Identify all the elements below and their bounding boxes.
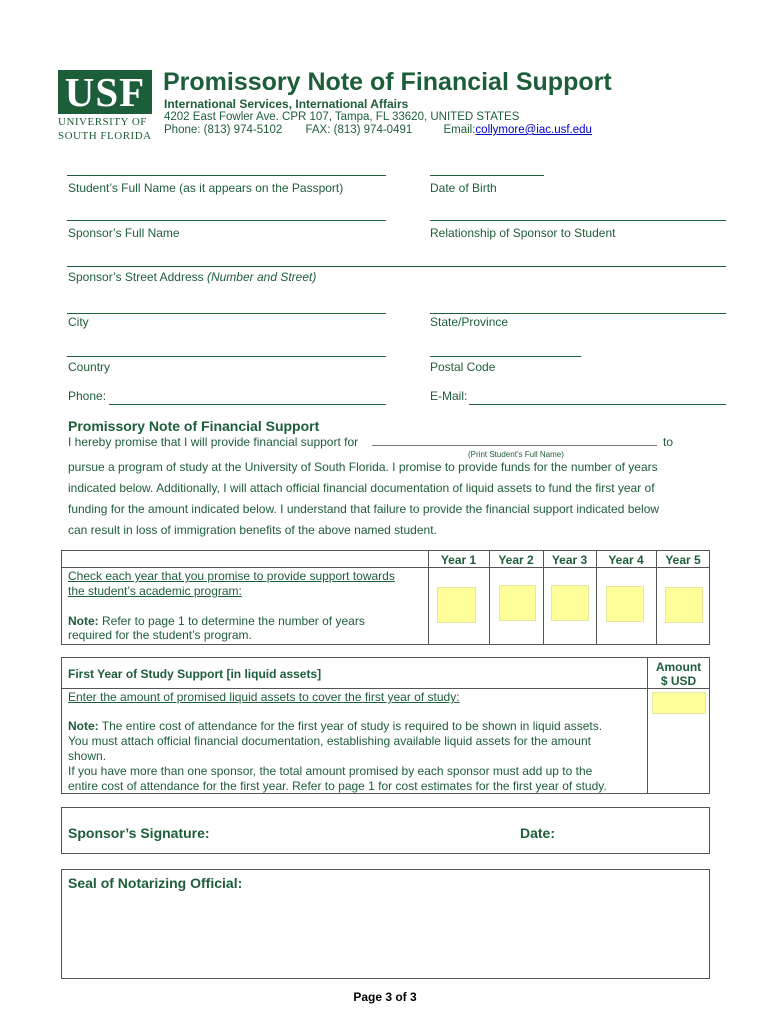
logo-line-2: SOUTH FLORIDA xyxy=(58,130,152,142)
state-line[interactable] xyxy=(430,313,726,314)
signature-date-label: Date: xyxy=(520,825,556,841)
student-name-label: Student’s Full Name (as it appears on the Passport) xyxy=(68,181,344,195)
year-2-header: Year 2 xyxy=(498,553,534,567)
check-years-instruction-1: Check each year that you promise to provide support towards xyxy=(68,569,395,583)
first-year-note-text: The entire cost of attendance for the first year of study is required to be shown in liquid assets. xyxy=(98,719,603,733)
amount-usd-input[interactable] xyxy=(652,692,706,714)
promise-text-1: I hereby promise that I will provide financial support for xyxy=(68,435,359,449)
phone-line[interactable] xyxy=(109,404,386,405)
notary-seal-label: Seal of Notarizing Official: xyxy=(68,875,243,891)
print-name-hint: (Print Student’s Full Name) xyxy=(468,450,564,459)
enter-amount-instruction: Enter the amount of promised liquid assets to cover the first year of study: xyxy=(68,690,460,704)
department-subtitle: International Services, International Affairs xyxy=(164,97,409,111)
years-note-2: required for the student’s program. xyxy=(68,628,252,642)
email-field-label: E-Mail: xyxy=(430,389,468,403)
page-number: Page 3 of 3 xyxy=(353,990,417,1004)
years-note-text: Refer to page 1 to determine the number of years xyxy=(98,614,365,628)
country-line[interactable] xyxy=(67,356,386,357)
postal-code-label: Postal Code xyxy=(430,360,496,374)
promissory-heading: Promissory Note of Financial Support xyxy=(68,418,320,434)
year-3-checkbox[interactable] xyxy=(551,585,589,621)
city-line[interactable] xyxy=(67,313,386,314)
year-4-checkbox[interactable] xyxy=(606,586,644,622)
state-label: State/Province xyxy=(430,315,509,329)
street-address-hint: (Number and Street) xyxy=(206,270,317,284)
year-5-checkbox[interactable] xyxy=(665,587,703,623)
postal-code-line[interactable] xyxy=(430,356,581,357)
email-link[interactable]: collymore@iac.usf.edu xyxy=(475,124,592,136)
street-address-label xyxy=(68,270,316,284)
year-1-header: Year 1 xyxy=(440,553,477,567)
fax-number: FAX: (813) 974-0491 xyxy=(305,124,413,136)
first-year-header-divider xyxy=(61,688,710,689)
dob-label: Date of Birth xyxy=(430,181,497,195)
first-year-note-2: You must attach official financial documentation, establishing available liquid assets for the amount xyxy=(68,734,591,748)
check-years-instruction-2: the student’s academic program: xyxy=(68,584,242,598)
first-year-note-3: shown. xyxy=(68,749,107,763)
email-field-line[interactable] xyxy=(469,404,726,405)
amount-header-1: Amount xyxy=(655,660,702,674)
first-year-note-label: Note: xyxy=(68,719,99,733)
promise-text-4: funding for the amount indicated below. I understand that failure to provide the financial support indicated below xyxy=(68,502,660,516)
promise-text-3: indicated below. Additionally, I will attach official financial documentation of liquid assets to fund the first year of xyxy=(68,481,655,495)
first-year-note-5: entire cost of attendance for the first year. Refer to page 1 for cost estimates for the first year of study. xyxy=(68,779,607,793)
relationship-label: Relationship of Sponsor to Student xyxy=(430,226,616,240)
contact-line xyxy=(164,124,592,136)
promise-text-2: pursue a program of study at the University of South Florida. I promise to provide funds for the number of years xyxy=(68,460,658,474)
student-name-line[interactable] xyxy=(67,175,386,176)
years-header-divider xyxy=(61,567,710,568)
page-title: Promissory Note of Financial Support xyxy=(163,68,612,96)
year-2-checkbox[interactable] xyxy=(499,585,536,621)
promise-to: to xyxy=(663,435,674,449)
years-note-label: Note: xyxy=(68,614,99,628)
student-name-print-line[interactable] xyxy=(372,445,657,446)
sponsor-name-label: Sponsor’s Full Name xyxy=(68,226,180,240)
phone-number: Phone: (813) 974-5102 xyxy=(164,124,283,136)
year-5-header: Year 5 xyxy=(665,553,701,567)
street-address-line[interactable] xyxy=(67,266,726,267)
first-year-heading: First Year of Study Support [in liquid assets] xyxy=(68,667,322,681)
office-address: 4202 East Fowler Ave. CPR 107, Tampa, FL 33620, UNITED STATES xyxy=(164,111,520,123)
usf-logo xyxy=(58,70,154,146)
street-address-text: Sponsor’s Street Address xyxy=(68,270,207,284)
years-note-1 xyxy=(68,614,365,628)
promise-text-5: can result in loss of immigration benefits of the above named student. xyxy=(68,523,437,537)
sponsor-name-line[interactable] xyxy=(67,220,386,221)
logo-mark: USF xyxy=(58,70,152,114)
first-year-note-4: If you have more than one sponsor, the total amount promised by each sponsor must add up to the xyxy=(68,764,593,778)
first-year-note-1 xyxy=(68,719,602,733)
logo-line-1: UNIVERSITY OF xyxy=(58,116,147,128)
email-contact xyxy=(443,124,591,136)
email-label: Email: xyxy=(443,124,476,136)
dob-line[interactable] xyxy=(430,175,544,176)
sponsor-signature-label: Sponsor’s Signature: xyxy=(68,825,210,841)
amount-header-2: $ USD xyxy=(660,674,697,688)
city-label: City xyxy=(68,315,89,329)
phone-label: Phone: xyxy=(68,389,107,403)
year-4-header: Year 4 xyxy=(608,553,644,567)
relationship-line[interactable] xyxy=(430,220,726,221)
year-1-checkbox[interactable] xyxy=(437,587,476,623)
country-label: Country xyxy=(68,360,111,374)
year-3-header: Year 3 xyxy=(551,553,588,567)
